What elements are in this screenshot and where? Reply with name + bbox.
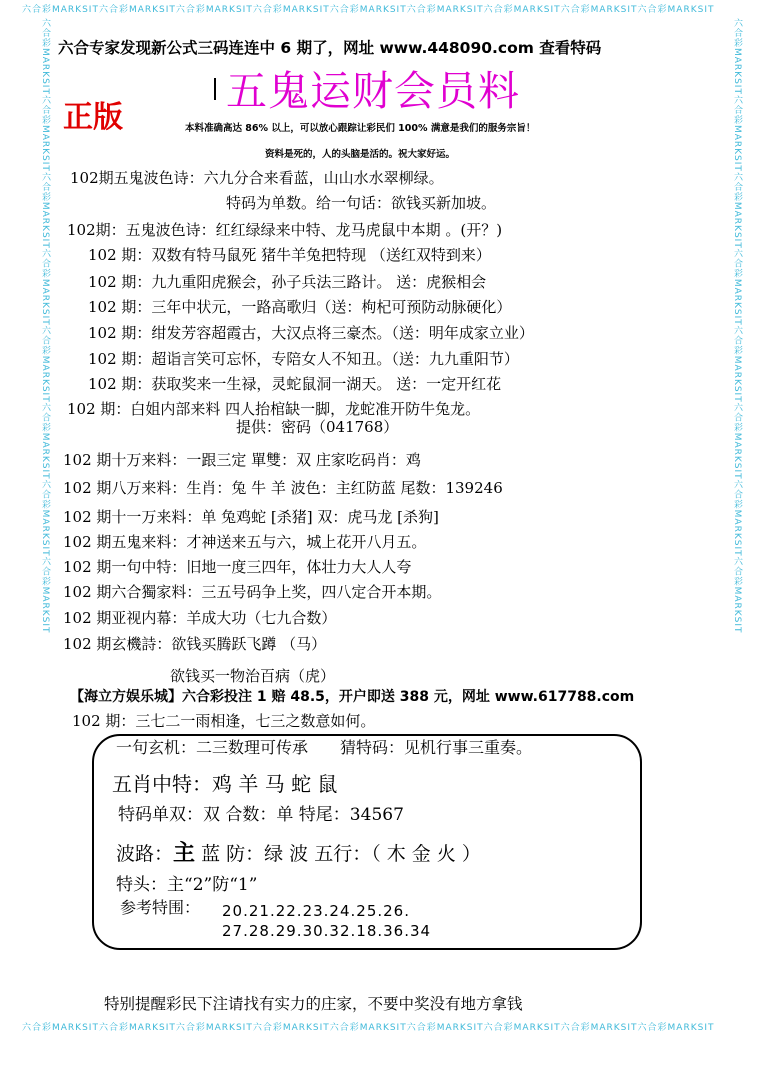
genuine-badge: 正版	[63, 100, 123, 135]
line-10: 102 期：白姐内部来料 四人抬棺缺一脚，龙蛇准开防牛兔龙。	[67, 400, 481, 418]
page-title: 五鬼运财会员料	[226, 67, 520, 115]
line-11: 102 期十万来料：一跟三定 單雙：双 庄家吃码肖：鸡	[63, 451, 421, 469]
line-9: 102 期：获取奖来一生禄，灵蛇鼠洞一湖天。 送：一定开红花	[88, 375, 502, 393]
box-odd-even: 特码单双：双 合数：单 特尾：34567	[118, 805, 404, 825]
line-15: 102 期一句中特：旧地一度三四年，体壮力大人人夸	[63, 558, 412, 576]
box-five-zodiac: 五肖中特：鸡 羊 马 蛇 鼠	[112, 772, 338, 796]
frame-right-watermark: 六合彩MARKSIT六合彩MARKSIT六合彩MARKSIT六合彩MARKSIT六合彩MARKSIT六合彩MARKSIT六合彩MARKSIT六合彩MARKSIT	[732, 18, 742, 634]
line-password: 提供：密码（041768）	[236, 418, 399, 436]
line-6: 102 期：三年中状元，一路高歌归（送：枸杞可预防动脉硬化）	[88, 298, 512, 316]
box-riddle: 一句玄机：二三数理可传承	[116, 738, 309, 757]
box-range-label: 参考特围：	[120, 898, 201, 917]
line-2: 特码为单数。给一句话：欲钱买新加坡。	[226, 194, 497, 212]
box-range-numbers-1: 20.21.22.23.24.25.26.	[222, 902, 410, 920]
frame-bottom-watermark: 六合彩MARKSIT六合彩MARKSIT六合彩MARKSIT六合彩MARKSIT六合彩MARKSIT六合彩MARKSIT六合彩MARKSIT六合彩MARKSIT六合彩MARKSIT	[22, 1023, 715, 1033]
subtitle-accuracy: 本料准确高达 86% 以上，可以放心跟踪让彩民们 100% 满意是我们的服务宗旨！	[185, 123, 536, 134]
line-20: 102 期：三七二一雨相逢，七三之数意如何。	[72, 712, 376, 730]
footer-warning: 特别提醒彩民下注请找有实力的庄家，不要中奖没有地方拿钱	[104, 995, 523, 1013]
line-17: 102 期亚视内幕：羊成大功（七九合数）	[63, 609, 337, 627]
line-5: 102 期：九九重阳虎猴会，孙子兵法三路计。 送：虎猴相会	[88, 273, 487, 291]
title-divider	[214, 78, 216, 100]
line-4: 102 期：双数有特马鼠死 猪牛羊兔把特现 （送红双特到来）	[88, 246, 491, 264]
line-7: 102 期：绀发芳容超霞古，大汉点将三豪杰。（送：明年成家立业）	[88, 324, 534, 342]
frame-top-watermark: 六合彩MARKSIT六合彩MARKSIT六合彩MARKSIT六合彩MARKSIT六合彩MARKSIT六合彩MARKSIT六合彩MARKSIT六合彩MARKSIT六合彩MARKSIT	[22, 5, 715, 15]
box-range-numbers-2: 27.28.29.30.32.18.36.34	[222, 922, 432, 940]
subtitle-motto: 资料是死的，人的头脑是活的。祝大家好运。	[265, 149, 456, 160]
box-guess-code: 猜特码：见机行事三重奏。	[340, 738, 533, 757]
line-19: 欲钱买一物治百病（虎）	[170, 667, 336, 685]
frame-left-watermark: 六合彩MARKSIT六合彩MARKSIT六合彩MARKSIT六合彩MARKSIT六合彩MARKSIT六合彩MARKSIT六合彩MARKSIT六合彩MARKSIT	[40, 18, 50, 634]
wave-main: 主	[173, 840, 196, 866]
line-18: 102 期玄機詩：欲钱买腾跃飞蹲 （马）	[63, 635, 327, 653]
box-wave-route	[116, 836, 481, 867]
box-head-digit: 特头：主“2”防“1”	[116, 875, 258, 895]
line-1: 102期五鬼波色诗：六九分合来看蓝，山山水水翠柳绿。	[70, 169, 444, 187]
line-3: 102期：五鬼波色诗：红红绿绿来中特、龙马虎鼠中本期 。(开？)	[67, 221, 503, 239]
wave-detail: 蓝 防：绿 波 五行：（ 木 金 火 ）	[195, 843, 481, 865]
line-13: 102 期十一万来料：单 兔鸡蛇 [杀猪] 双：虎马龙 [杀狗]	[63, 508, 439, 526]
line-8: 102 期：超诣言笑可忘怀，专陪女人不知丑。（送：九九重阳节）	[88, 350, 519, 368]
line-16: 102 期六合獨家料：三五号码争上奖，四八定合开本期。	[63, 583, 442, 601]
line-12: 102 期八万来料：生肖：兔 牛 羊 波色：主红防蓝 尾数：139246	[63, 479, 503, 497]
header-banner: 六合专家发现新公式三码连连中 6 期了，网址 www.448090.com 查看特码	[58, 39, 602, 57]
line-14: 102 期五鬼来料：才神送来五与六，城上花开八月五。	[63, 533, 427, 551]
wave-label: 波路：	[116, 843, 174, 865]
casino-advert: 【海立方娱乐城】六合彩投注 1 赔 48.5，开户即送 388 元，网址 www.617788.com	[70, 689, 635, 705]
